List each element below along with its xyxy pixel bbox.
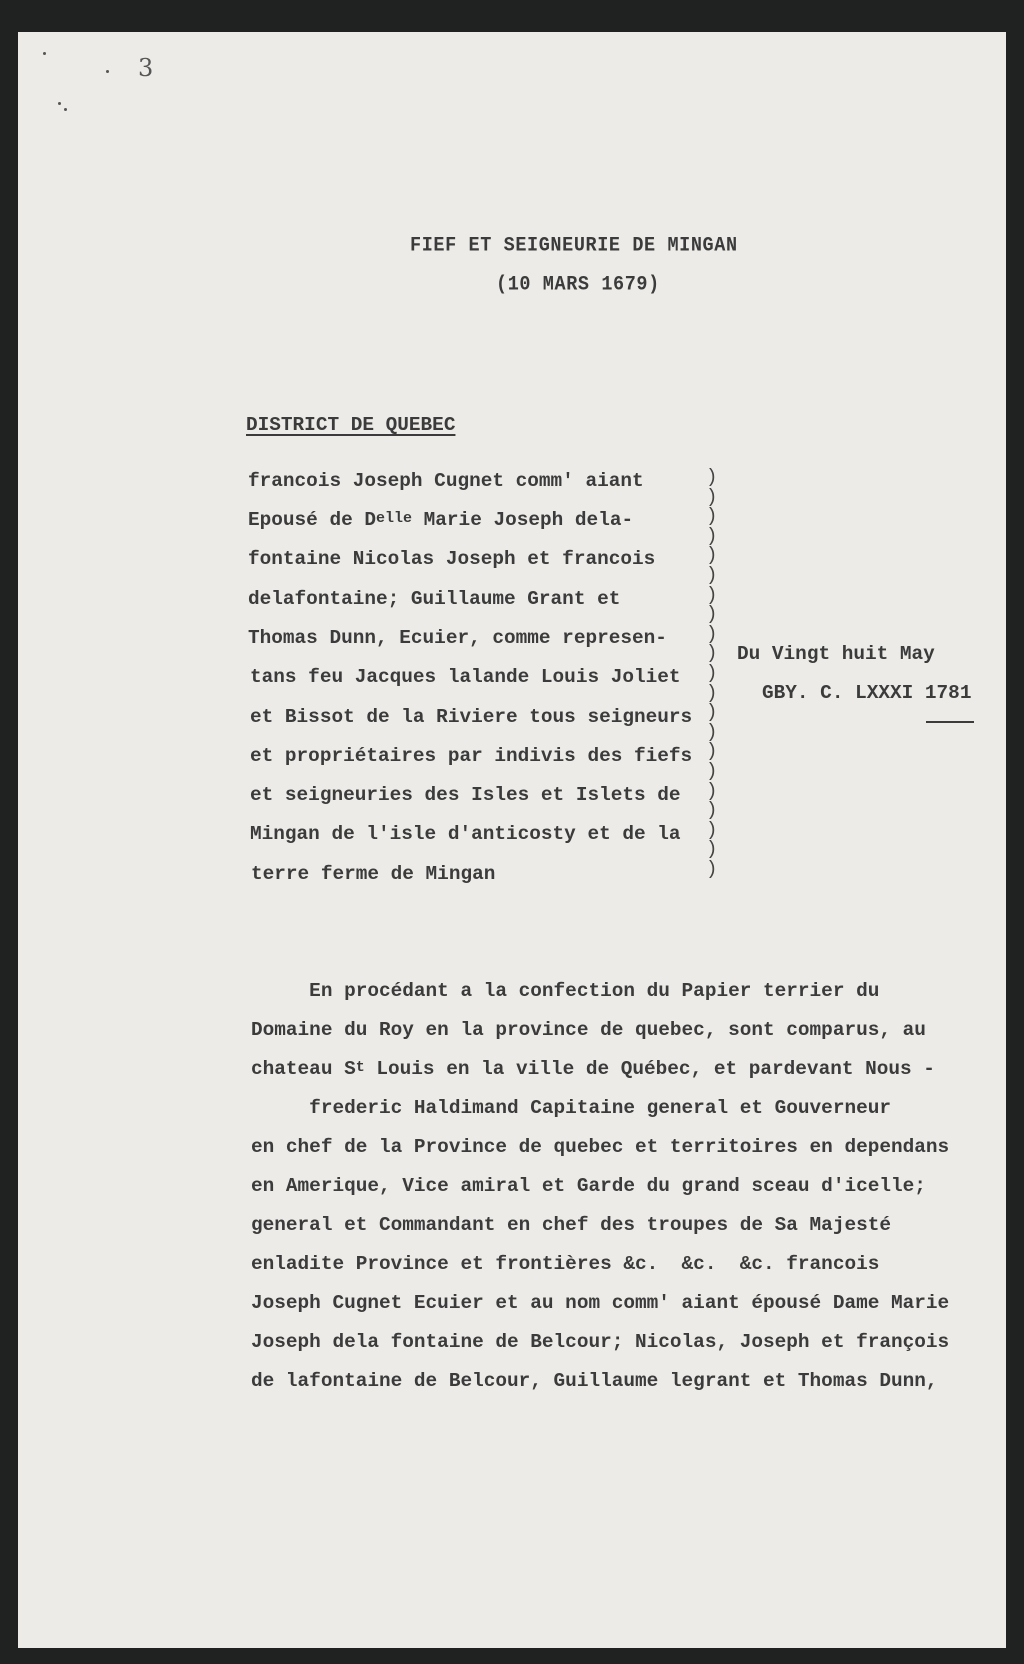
parties-line: Thomas Dunn, Ecuier, comme represen- <box>248 627 667 649</box>
parties-line: Mingan de l'isle d'anticosty et de la <box>250 823 681 845</box>
body-line: En procédant a la confection du Papier terrier du <box>251 980 880 1002</box>
parties-line-start: Epousé de D <box>248 509 376 531</box>
body-line-end: Louis en la ville de Québec, et pardevant Nous - <box>364 1058 935 1080</box>
parties-line: tans feu Jacques lalande Louis Joliet <box>250 666 681 688</box>
parties-line: fontaine Nicolas Joseph et francois <box>248 548 656 570</box>
body-line: Domaine du Roy en la province de quebec, sont comparus, au <box>251 1019 926 1041</box>
bracket-column: ) ) ) ) ) ) ) ) ) ) ) ) ) ) ) ) ) ) ) ) ) <box>706 466 718 880</box>
margin-note-date: Du Vingt huit May <box>737 643 935 665</box>
margin-note-rule <box>926 721 974 723</box>
parties-line: et propriétaires par indivis des fiefs <box>250 745 693 767</box>
body-line-start: chateau S <box>251 1058 356 1080</box>
body-line: Joseph Cugnet Ecuier et au nom comm' aiant épousé Dame Marie <box>251 1292 950 1314</box>
ink-spot <box>58 102 61 105</box>
parties-line: et Bissot de la Riviere tous seigneurs <box>250 706 693 728</box>
body-line: de lafontaine de Belcour, Guillaume legrant et Thomas Dunn, <box>251 1370 938 1392</box>
parties-line: francois Joseph Cugnet comm' aiant <box>248 470 644 492</box>
parties-line: et seigneuries des Isles et Islets de <box>250 784 681 806</box>
body-line <box>251 1058 935 1080</box>
parties-line-end: Marie Joseph dela- <box>412 509 634 531</box>
document-date: (10 MARS 1679) <box>496 272 660 296</box>
body-line: Joseph dela fontaine de Belcour; Nicolas, Joseph et françois <box>251 1331 950 1353</box>
body-line: en chef de la Province de quebec et territoires en dependans <box>251 1136 950 1158</box>
parties-line <box>248 509 633 531</box>
ink-spot <box>64 108 67 111</box>
ink-spot <box>106 70 109 73</box>
parties-line: terre ferme de Mingan <box>251 863 496 885</box>
body-line: frederic Haldimand Capitaine general et Gouverneur <box>251 1097 891 1119</box>
body-line: enladite Province et frontières &c. &c. &c. francois <box>251 1253 880 1275</box>
district-heading: DISTRICT DE QUEBEC <box>246 414 456 436</box>
superscript: t <box>355 1059 365 1076</box>
ink-spot <box>43 52 46 55</box>
superscript: elle <box>376 510 413 527</box>
body-line: general et Commandant en chef des troupes de Sa Majesté <box>251 1214 891 1236</box>
body-line: en Amerique, Vice amiral et Garde du grand sceau d'icelle; <box>251 1175 926 1197</box>
parties-line: delafontaine; Guillaume Grant et <box>248 588 621 610</box>
page-number: 3 <box>138 54 154 82</box>
margin-note-reference: GBY. C. LXXXI 1781 <box>762 682 972 704</box>
document-title: FIEF ET SEIGNEURIE DE MINGAN <box>410 233 738 257</box>
